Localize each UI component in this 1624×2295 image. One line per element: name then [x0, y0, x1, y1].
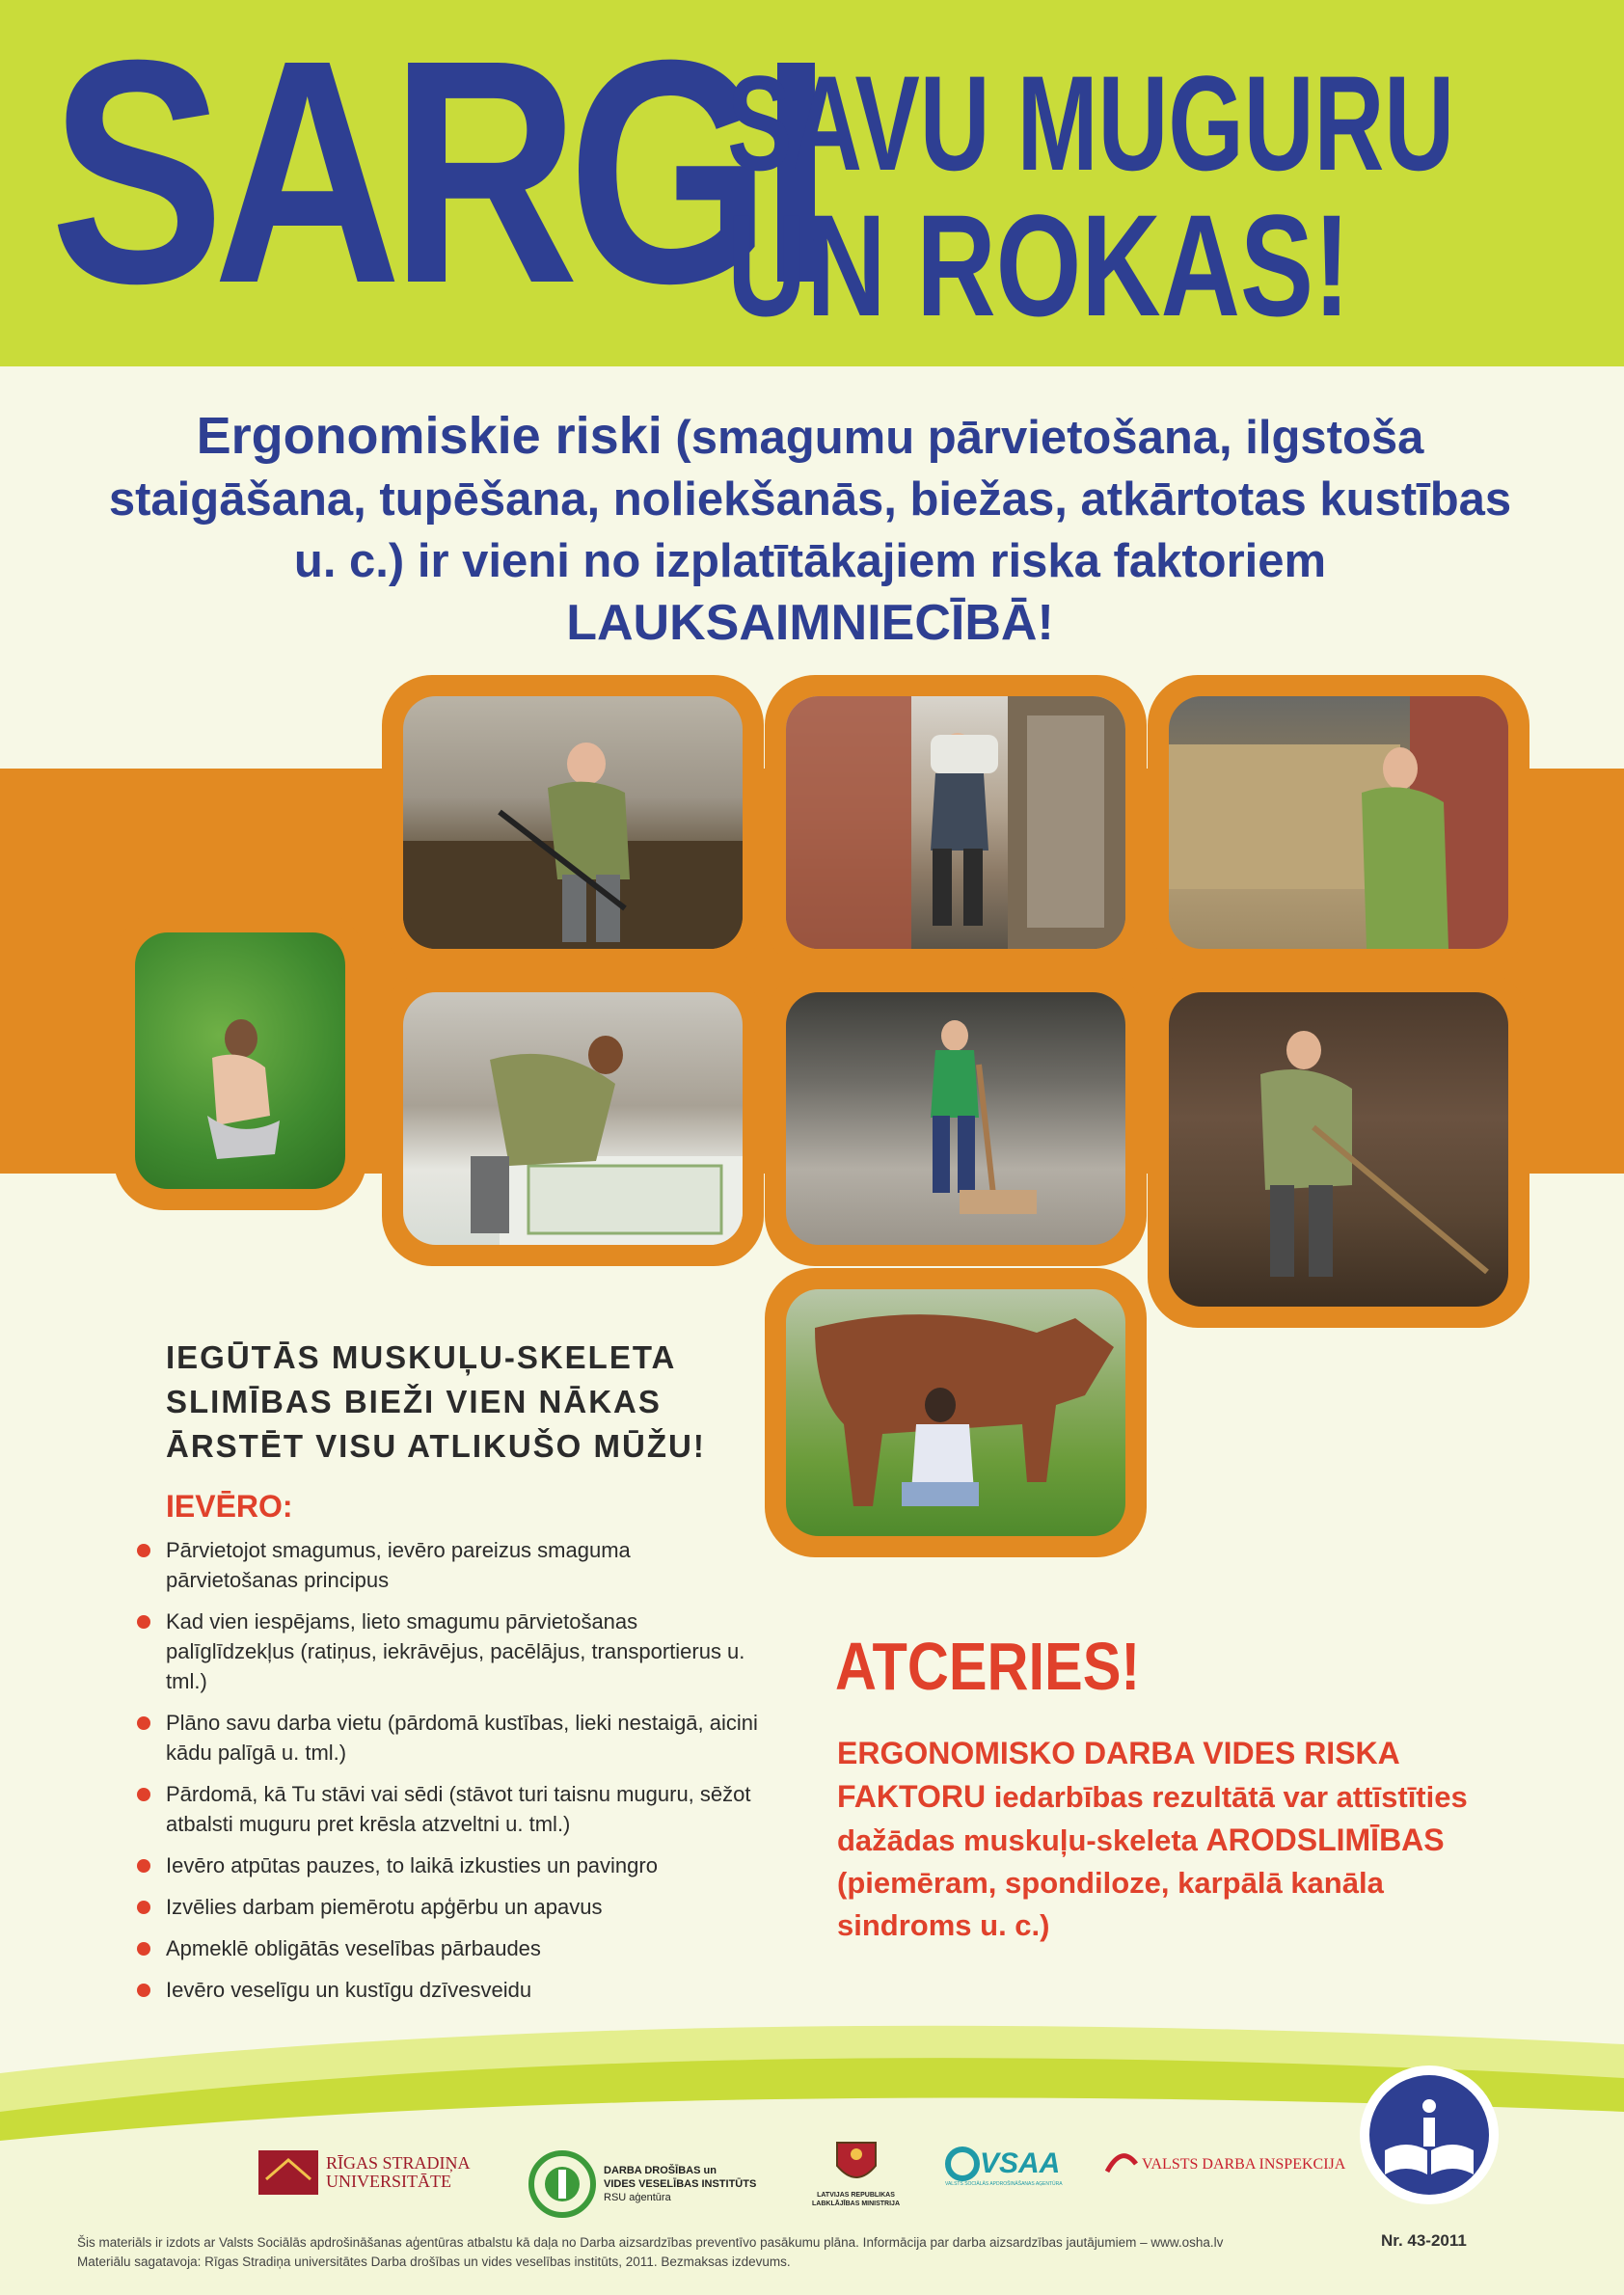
- photo-barn-scraper: [765, 971, 1147, 1266]
- vsaa-swirl-icon: [945, 2146, 980, 2181]
- atceries-part-c: ARODSLIMĪBAS: [1205, 1822, 1445, 1857]
- footer-notes: [77, 2233, 1331, 2272]
- person-shoveling-icon: [403, 696, 743, 949]
- lm-line-1: LATVIJAS REPUBLIKAS: [817, 2192, 895, 2199]
- person-hay-icon: [1169, 696, 1508, 949]
- lm-line-2: LABKLĀJĪBAS MINISTRIJA: [812, 2200, 901, 2207]
- photo-hay-bale: [1148, 675, 1529, 970]
- rsu-line-1: RĪGAS STRADIŅA: [326, 2153, 471, 2173]
- vsaa-text: VSAA: [980, 2147, 1061, 2179]
- list-item: Ievēro atpūtas pauzes, to laikā izkusties un pavingro: [135, 1850, 762, 1880]
- list-item: Kad vien iespējams, lieto smagumu pārvietošanas palīglīdzekļus (ratiņus, iekrāvējus, pacēlājus, transportierus u. tml.): [135, 1606, 762, 1696]
- dvvi-emblem-icon: [528, 2150, 596, 2218]
- logo-vdi: [1105, 2150, 1345, 2179]
- list-item: Apmeklē obligātās veselības pārbaudes: [135, 1933, 762, 1963]
- list-item: Pārdomā, kā Tu stāvi vai sēdi (stāvot turi taisnu muguru, sēžot atbalsti muguru pret krēsla atzveltni u. tml.): [135, 1779, 762, 1839]
- atceries-part-d: (piemēram, spondiloze, karpālā kanāla sindroms u. c.): [837, 1866, 1384, 1942]
- dvvi-line-1: DARBA DROŠĪBAS un: [604, 2165, 717, 2176]
- photo-feed-sacks: [382, 971, 764, 1266]
- intro-part-2: (smagumu pārvietošana, ilgstoša staigāšana, tupēšana, noliekšanās, biežas, atkārtotas kustības u. c.): [108, 412, 1512, 587]
- title-sargi: SARGI: [50, 0, 822, 349]
- logo-rsu: [258, 2150, 471, 2195]
- photo-manure-digging: [382, 675, 764, 970]
- atceries-part-b: iedarbības rezultātā var attīstīties dažādas muskuļu-skeleta: [837, 1780, 1468, 1857]
- title-line-2: UN ROKAS!: [727, 184, 1350, 346]
- person-crouching-icon: [135, 932, 345, 1189]
- vsaa-sub-text: VALSTS SOCIĀLĀS APDROŠINĀŠANAS AĢENTŪRA: [945, 2181, 1063, 2187]
- info-book-icon: [1358, 2064, 1501, 2206]
- list-item: Izvēlies darbam piemērotu apģērbu un apavus: [135, 1892, 762, 1922]
- intro-text: [87, 405, 1533, 655]
- intro-part-3: ir vieni no izplatītākajiem riska faktoriem: [417, 535, 1327, 587]
- logo-vsaa: [945, 2146, 1063, 2187]
- issue-number: Nr. 43-2011: [1381, 2231, 1467, 2250]
- vdi-text: VALSTS DARBA INSPEKCIJA: [1142, 2156, 1346, 2173]
- photo-carrying-sack: [765, 675, 1147, 970]
- logo-labklajibas-ministrija: [812, 2135, 900, 2208]
- atceries-text: [837, 1732, 1493, 1947]
- photo-barn-pitchfork: [1148, 971, 1529, 1328]
- list-item: Ievēro veselīgu un kustīgu dzīvesveidu: [135, 1975, 762, 2005]
- rsu-line-2: UNIVERSITĀTE: [326, 2172, 451, 2191]
- atceries-part-a: ERGONOMISKO DARBA VIDES RISKA FAKTORU: [837, 1736, 1399, 1814]
- atceries-heading: ATCERIES!: [835, 1629, 1141, 1704]
- coat-of-arms-icon: [827, 2135, 885, 2191]
- dvvi-line-3: RSU aģentūra: [604, 2192, 671, 2203]
- person-pitchfork-icon: [1169, 992, 1508, 1307]
- dvvi-line-2: VIDES VESELĪBAS INSTITŪTS: [604, 2178, 757, 2190]
- list-item: Pārvietojot smagumus, ievēro pareizus smaguma pārvietošanas principus: [135, 1535, 762, 1595]
- vdi-swoosh-icon: [1105, 2150, 1138, 2179]
- logo-dvvi: [528, 2150, 756, 2218]
- person-scraping-icon: [786, 992, 1125, 1245]
- list-item: Plāno savu darba vietu (pārdomā kustības, lieki nestaigā, aicini kādu palīgā u. tml.): [135, 1708, 762, 1768]
- intro-part-1: Ergonomiskie riski: [196, 407, 663, 465]
- ievero-heading: IEVĒRO:: [166, 1489, 293, 1524]
- photo-milking-cow: [765, 1268, 1147, 1557]
- header-banner: [0, 0, 1624, 366]
- person-bending-icon: [403, 992, 743, 1245]
- photo-strawberry-field: [114, 911, 366, 1210]
- footer-note-2: Materiālu sagatavoja: Rīgas Stradiņa universitātes Darba drošības un vides veselības institūts, 2011. Bezmaksas izdevums.: [77, 2254, 791, 2269]
- person-carrying-icon: [786, 696, 1125, 949]
- footer-note-1: Šis materiāls ir izdots ar Valsts Sociālās apdrošināšanas aģentūras atbalstu kā daļa no Darba aizsardzības preventīvo pasākumu plāna. Informācija par darba aizsardzības jautājumiem – www.osha.lv: [77, 2235, 1224, 2250]
- cow-milking-icon: [786, 1289, 1125, 1536]
- ievero-list: [135, 1535, 762, 2016]
- rsu-emblem-icon: [258, 2150, 318, 2195]
- intro-part-4: LAUKSAIMNIECĪBĀ!: [566, 595, 1054, 651]
- title-line-1: SAVU MUGURU: [727, 47, 1455, 199]
- warning-text: IEGŪTĀS MUSKUĻU-SKELETA SLIMĪBAS BIEŽI VIEN NĀKAS ĀRSTĒT VISU ATLIKUŠO MŪŽU!: [166, 1339, 706, 1464]
